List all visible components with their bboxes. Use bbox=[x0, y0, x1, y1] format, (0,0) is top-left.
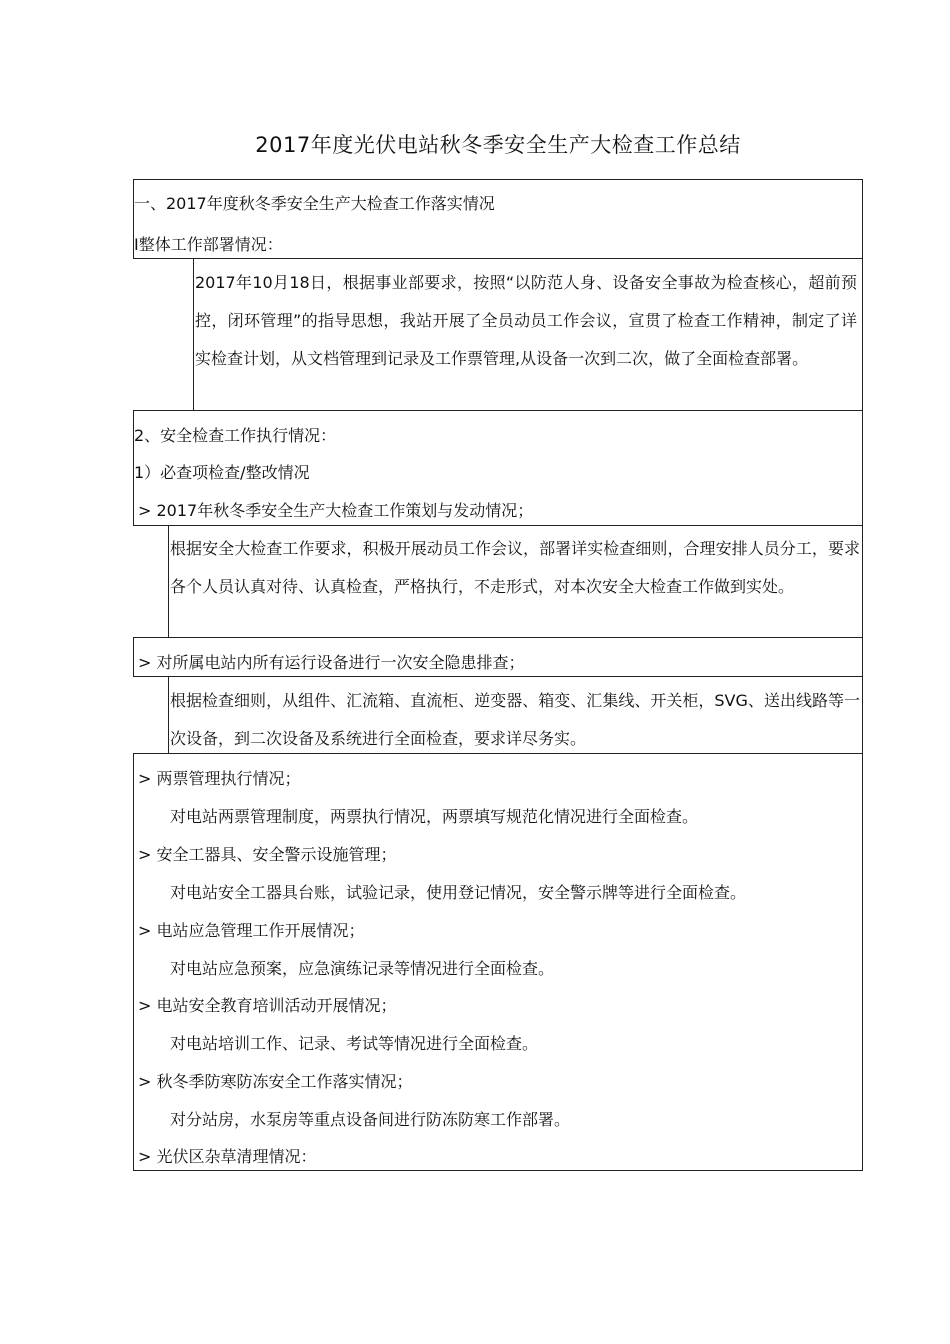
section2-subheading: 1）必查项检查/整改情况 bbox=[134, 463, 310, 482]
item-text: 对分站房，水泵房等重点设备间进行防冻防寒工作部署。 bbox=[170, 1110, 571, 1129]
item-text: 对电站培训工作、记录、考试等情况进行全面检查。 bbox=[170, 1034, 539, 1053]
item-title: > 安全工器具、安全警示设施管理； bbox=[138, 845, 397, 864]
section2-heading: 2、安全检查工作执行情况： bbox=[134, 426, 337, 445]
section1-paragraph: 2017年10月18日，根据事业部要求，按照“以防范人身、设备安全事故为检查核心，超前预控，闭环管理”的指导思想，我站开展了全员动员工作会议，宣贯了检查工作精神，制定了详实检查计划，从文档管理到记录及工作票管理,从设备一次到二次，做了全面检查部署。 bbox=[195, 273, 857, 368]
item1-text: 根据安全大检查工作要求，积极开展动员工作会议，部署详实检查细则，合理安排人员分工，要求各个人员认真对待、认真检查，严格执行，不走形式，对本次安全大检查工作做到实处。 bbox=[170, 539, 860, 596]
page-title: 2017年度光伏电站秋冬季安全生产大检查工作总结 bbox=[255, 133, 741, 157]
item-title: > 秋冬季防寒防冻安全工作落实情况； bbox=[138, 1072, 413, 1091]
item-title: > 电站安全教育培训活动开展情况； bbox=[138, 996, 397, 1015]
section1-heading: 一、2017年度秋冬季安全生产大检查工作落实情况 bbox=[134, 194, 495, 213]
item-title: > 两票管理执行情况； bbox=[138, 769, 301, 788]
item2-text: 根据检查细则，从组件、汇流箱、直流柜、逆变器、箱变、汇集线、开关柜，SVG、送出线路等一次设备，到二次设备及系统进行全面检查，要求详尽务实。 bbox=[170, 691, 860, 748]
item2-title: > 对所属电站内所有运行设备进行一次安全隐患排查； bbox=[138, 653, 525, 672]
section1-subheading: I整体工作部署情况： bbox=[134, 235, 283, 254]
item-text: 对电站两票管理制度，两票执行情况，两票填写规范化情况进行全面检查。 bbox=[170, 807, 699, 826]
item-text: 对电站应急预案，应急演练记录等情况进行全面检查。 bbox=[170, 959, 555, 978]
last-item-title: > 光伏区杂草清理情况： bbox=[138, 1147, 317, 1166]
item1-title: > 2017年秋冬季安全生产大检查工作策划与发动情况； bbox=[138, 501, 534, 520]
item-text: 对电站安全工器具台账，试验记录，使用登记情况，安全警示牌等进行全面检查。 bbox=[170, 883, 747, 902]
item-title: > 电站应急管理工作开展情况； bbox=[138, 921, 365, 940]
